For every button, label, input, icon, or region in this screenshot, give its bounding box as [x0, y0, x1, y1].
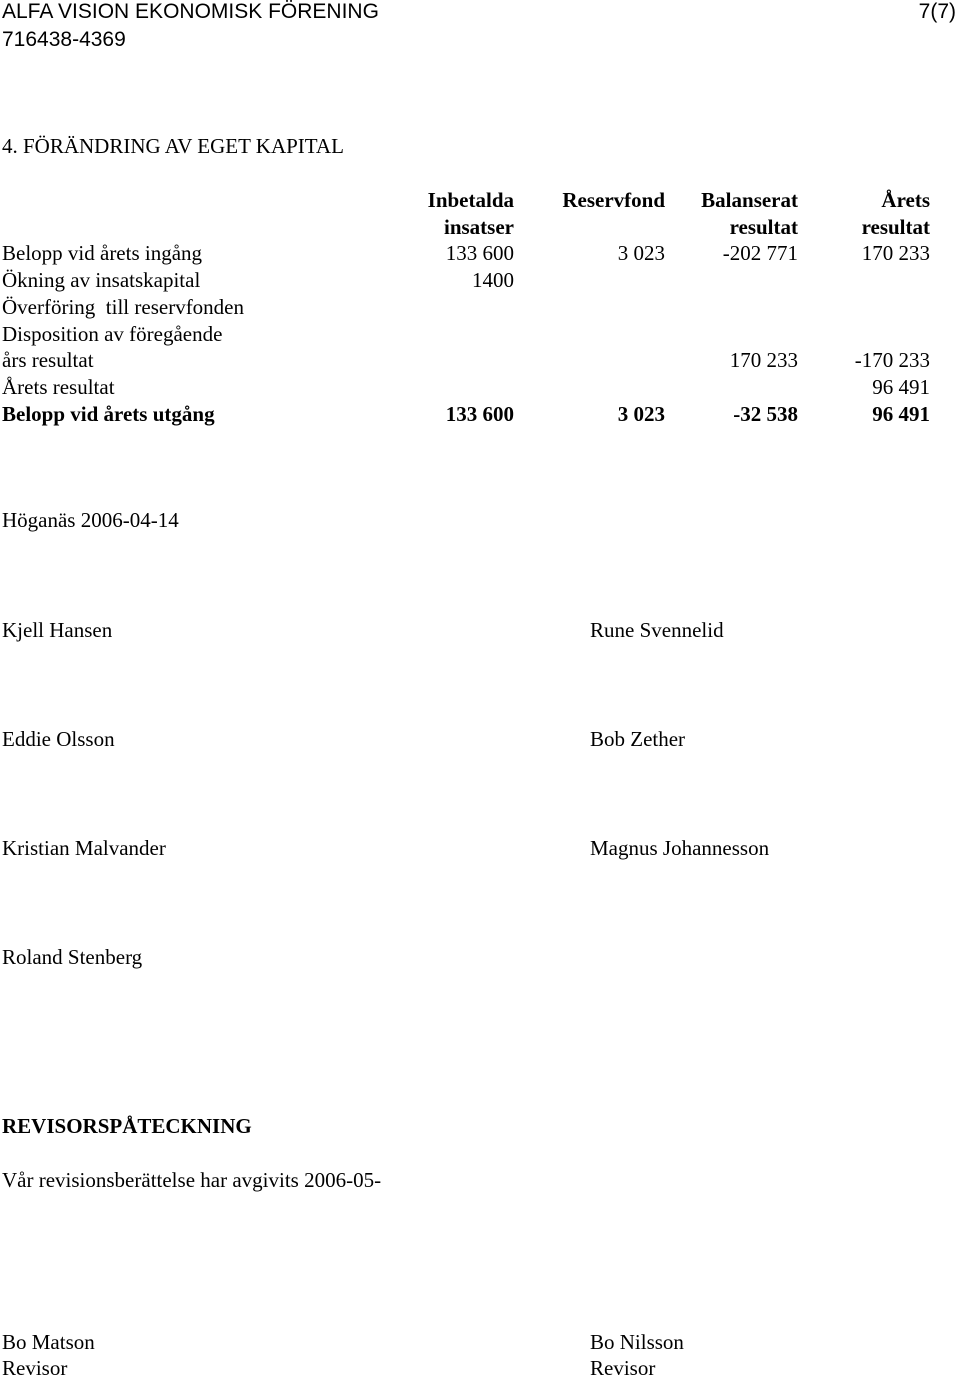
row-label: Ökning av insatskapital	[2, 268, 201, 292]
column-header: Årets	[881, 188, 930, 212]
cell: 170 233	[861, 241, 930, 265]
row-label: Årets resultat	[2, 375, 115, 399]
cell: -170 233	[854, 348, 930, 372]
table-row	[0, 347, 960, 373]
org-name: ALFA VISION EKONOMISK FÖRENING	[2, 0, 379, 23]
row-label: Belopp vid årets utgång	[2, 402, 215, 426]
signatory-name: Bob Zether	[590, 727, 686, 751]
row-label: Disposition av föregående	[2, 322, 223, 346]
audit-title: REVISORSPÅTECKNING	[2, 1114, 252, 1138]
table-row	[0, 294, 960, 320]
column-header: insatser	[444, 215, 514, 239]
row-label: Belopp vid årets ingång	[2, 241, 203, 265]
cell: 133 600	[445, 402, 514, 426]
table-row	[0, 374, 960, 400]
cell: 96 491	[872, 375, 930, 399]
auditor-role: Revisor	[590, 1356, 656, 1380]
audit-statement: Vår revisionsberättelse har avgivits 2006-05-	[2, 1168, 382, 1192]
cell: -32 538	[733, 402, 798, 426]
place-date: Höganäs 2006-04-14	[2, 508, 179, 532]
signatory-name: Rune Svennelid	[590, 618, 724, 642]
row-label: Överföring till reservfonden	[2, 295, 245, 319]
signatory-name: Eddie Olsson	[2, 727, 115, 751]
auditor-name: Bo Matson	[2, 1330, 95, 1354]
column-header: resultat	[861, 215, 930, 239]
column-header: Balanserat	[701, 188, 798, 212]
table-header-row-1	[0, 187, 960, 213]
cell: 133 600	[445, 241, 514, 265]
table-row	[0, 267, 960, 293]
cell: 3 023	[617, 241, 665, 265]
cell: -202 771	[722, 241, 798, 265]
cell: 1400	[472, 268, 514, 292]
cell: 96 491	[872, 402, 930, 426]
cell: 3 023	[617, 402, 665, 426]
row-label: års resultat	[2, 348, 94, 372]
table-header-row-2	[0, 214, 960, 240]
signatory-name: Magnus Johannesson	[590, 836, 770, 860]
signatory-name: Kristian Malvander	[2, 836, 166, 860]
column-header: resultat	[729, 215, 798, 239]
table-row	[0, 321, 960, 347]
table-row-total	[0, 401, 960, 427]
signatory-name: Kjell Hansen	[2, 618, 113, 642]
section-title: 4. FÖRÄNDRING AV EGET KAPITAL	[2, 134, 344, 158]
auditor-role: Revisor	[2, 1356, 68, 1380]
column-header: Inbetalda	[427, 188, 514, 212]
cell: 170 233	[729, 348, 798, 372]
column-header: Reservfond	[562, 188, 665, 212]
table-row	[0, 240, 960, 266]
page-number: 7(7)	[918, 0, 956, 23]
signatory-name: Roland Stenberg	[2, 945, 143, 969]
org-number: 716438-4369	[2, 28, 126, 51]
auditor-name: Bo Nilsson	[590, 1330, 684, 1354]
